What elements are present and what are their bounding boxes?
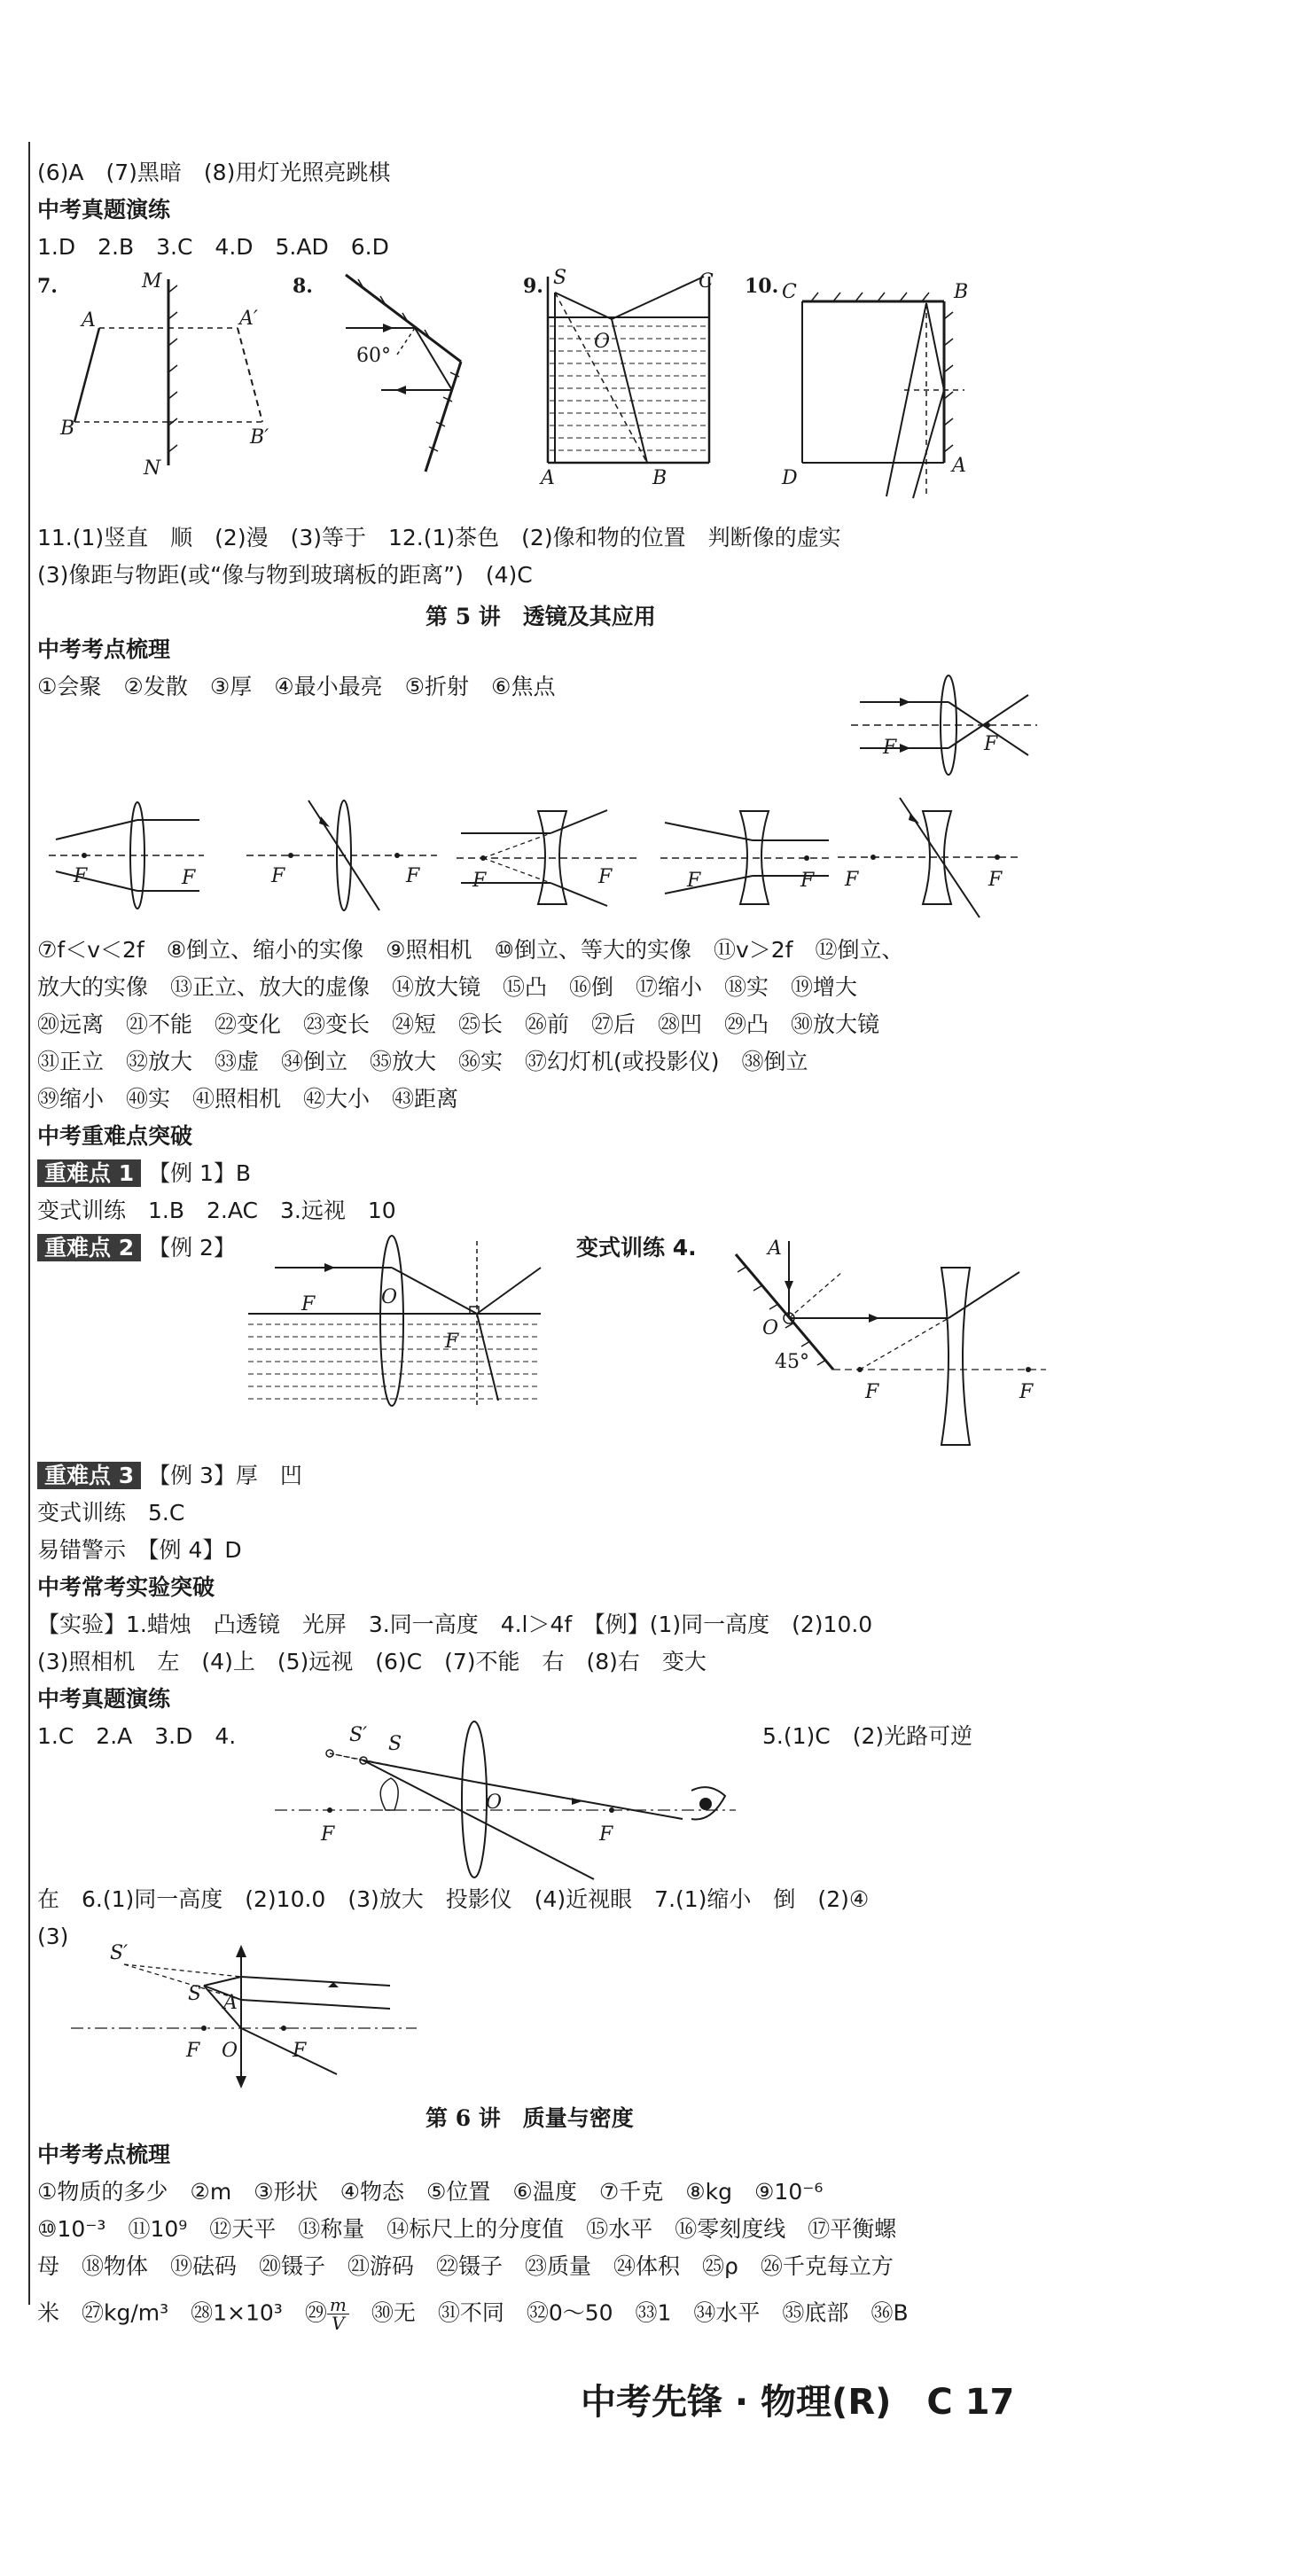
svg-text:C: C [699, 270, 714, 293]
svg-text:C: C [782, 281, 797, 303]
svg-text:B: B [652, 467, 668, 489]
section-heading: 中考常考实验突破 [37, 1574, 215, 1600]
svg-text:F: F [74, 865, 88, 887]
answer-line: 1.C 2.A 3.D 4. [37, 1723, 237, 1749]
svg-text:B: B [954, 281, 969, 303]
figure-7-plane-mirror [37, 266, 268, 488]
svg-text:F: F [293, 2040, 307, 2062]
svg-text:A′: A′ [239, 308, 258, 330]
svg-text:F: F [800, 870, 815, 892]
svg-text:A: A [541, 467, 555, 489]
svg-text:F: F [883, 737, 897, 759]
key-point-tag: 重难点 1 [37, 1159, 141, 1187]
svg-text:A: A [82, 309, 96, 332]
svg-text:F: F [687, 870, 701, 892]
svg-text:S: S [188, 1983, 202, 2005]
svg-text:O: O [594, 331, 611, 353]
example-2-lens-water-diagram [248, 1232, 550, 1409]
figure-8-two-mirrors [293, 266, 505, 488]
svg-text:F: F [598, 866, 613, 888]
answer-line: 11.(1)竖直 顺 (2)漫 (3)等于 12.(1)茶色 (2)像和物的位置 判断像的虚实 [37, 525, 841, 550]
answer-line: 重难点 1 【例 1】B [37, 1159, 251, 1189]
svg-text:10.: 10. [745, 275, 779, 298]
answer-line: 变式训练 5.C [37, 1500, 185, 1526]
answer-line: 5.(1)C (2)光路可逆 [762, 1723, 973, 1749]
svg-text:F: F [988, 869, 1003, 891]
section-heading: 中考考点梳理 [37, 636, 171, 662]
page-margin-rule [28, 142, 30, 2305]
svg-text:F: F [865, 1381, 879, 1403]
answer-line: 放大的实像 ⑬正立、放大的虚像 ⑭放大镜 ⑮凸 ⑯倒 ⑰缩小 ⑱实 ⑲增大 [37, 974, 858, 1000]
answer-line: ㉛正立 ㉜放大 ㉝虚 ㉞倒立 ㉟放大 ㊱实 ㊲幻灯机(或投影仪) ㊳倒立 [37, 1049, 808, 1074]
svg-text:B: B [60, 418, 75, 440]
svg-text:O: O [486, 1791, 503, 1814]
figure-number: 7. [37, 275, 58, 298]
answer-line: (3)像距与物距(或“像与物到玻璃板的距离”) (4)C [37, 562, 533, 588]
svg-text:F: F [445, 1331, 459, 1353]
convex-lens-diagram [851, 674, 1046, 780]
concave-lens-diagram-5 [838, 793, 1024, 926]
chapter-title: 第 5 讲 透镜及其应用 [425, 604, 656, 629]
answer-line: ①物质的多少 ②m ③形状 ④物态 ⑤位置 ⑥温度 ⑦千克 ⑧kg ⑨10⁻⁶ [37, 2179, 824, 2205]
svg-text:45°: 45° [775, 1351, 809, 1373]
svg-text:F: F [599, 1823, 613, 1846]
svg-text:F: F [271, 865, 285, 887]
svg-text:M: M [142, 270, 162, 293]
svg-text:60°: 60° [356, 345, 391, 367]
answer-line: 【实验】1.蜡烛 凸透镜 光屏 3.同一高度 4.l＞4f 【例】(1)同一高度 (2)10.0 [37, 1612, 873, 1637]
answer-line: 米 ㉗kg/m³ ㉘1×10³ ㉙ $\frac{m}{V}$ ㉚无 ㉛不同 ㉜0～50 ㉝1 ㉞水平 ㉟底部 ㊱B [37, 2294, 909, 2334]
answer-line: 易错警示 【例 4】D [37, 1537, 242, 1563]
section-heading: 中考真题演练 [37, 197, 171, 222]
svg-text:F: F [321, 1823, 335, 1846]
svg-text:F: F [984, 733, 998, 755]
figure-10-mirrors [745, 266, 975, 505]
answer-line: 重难点 2 【例 2】 [37, 1233, 236, 1263]
answer-line: ⑦f＜v＜2f ⑧倒立、缩小的实像 ⑨照相机 ⑩倒立、等大的实像 ⑪v＞2f ⑫倒立、 [37, 937, 904, 963]
question-7-lens-diagram [71, 1932, 425, 2092]
answer-line: 变式训练 4. [576, 1235, 697, 1261]
svg-text:A: A [952, 455, 966, 477]
svg-text:S′: S′ [110, 1942, 129, 1964]
question-4-lens-eye-diagram [275, 1720, 736, 1879]
svg-text:A: A [768, 1237, 782, 1260]
answer-line: (3)照相机 左 (4)上 (5)远视 (6)C (7)不能 右 (8)右 变大 [37, 1649, 707, 1674]
svg-text:S′: S′ [349, 1724, 368, 1746]
section-heading: 中考真题演练 [37, 1686, 171, 1712]
svg-text:9.: 9. [523, 275, 543, 298]
answer-line: 重难点 3 【例 3】厚 凹 [37, 1461, 302, 1491]
svg-text:F: F [1019, 1381, 1034, 1403]
answer-line: (3) [37, 1924, 69, 1949]
answer-line: 在 6.(1)同一高度 (2)10.0 (3)放大 投影仪 (4)近视眼 7.(1)缩小 倒 (2)④ [37, 1886, 870, 1912]
answer-line: 变式训练 1.B 2.AC 3.远视 10 [37, 1198, 396, 1223]
svg-text:8.: 8. [293, 275, 313, 298]
svg-text:F: F [186, 2040, 200, 2062]
answer-line: 1.D 2.B 3.C 4.D 5.AD 6.D [37, 234, 389, 260]
key-point-tag: 重难点 2 [37, 1234, 141, 1261]
variant-4-mirror-lens-diagram [736, 1237, 1064, 1458]
svg-text:S: S [553, 267, 567, 289]
svg-text:F: F [182, 867, 196, 889]
svg-text:N: N [144, 457, 161, 480]
svg-text:A: A [223, 1992, 238, 2014]
answer-line: 母 ⑱物体 ⑲砝码 ⑳镊子 ㉑游码 ㉒镊子 ㉓质量 ㉔体积 ㉕ρ ㉖千克每立方 [37, 2253, 894, 2279]
page-footer: 中考先锋 · 物理(R) C 17 [581, 2382, 1015, 2423]
key-point-tag: 重难点 3 [37, 1462, 141, 1489]
section-heading: 中考考点梳理 [37, 2142, 171, 2167]
svg-text:S: S [388, 1733, 402, 1755]
concave-lens-diagram-3 [457, 807, 643, 913]
svg-text:O: O [381, 1286, 398, 1308]
answer-line: ㊴缩小 ㊵实 ㊶照相机 ㊷大小 ㊸距离 [37, 1086, 459, 1112]
svg-text:B′: B′ [250, 426, 269, 449]
concave-lens-diagram-4 [660, 807, 838, 913]
svg-text:F: F [472, 870, 487, 892]
lens-diagram-1 [49, 793, 208, 917]
lens-diagram-2 [246, 793, 441, 917]
svg-text:O: O [762, 1317, 779, 1339]
answer-line: (6)A (7)黑暗 (8)用灯光照亮跳棋 [37, 160, 391, 185]
svg-text:O: O [222, 2040, 238, 2062]
chapter-title: 第 6 讲 质量与密度 [425, 2105, 634, 2131]
svg-text:F: F [301, 1293, 316, 1315]
answer-line: ⑳远离 ㉑不能 ㉒变化 ㉓变长 ㉔短 ㉕长 ㉖前 ㉗后 ㉘凹 ㉙凸 ㉚放大镜 [37, 1011, 880, 1037]
figure-9-water-tank [523, 266, 736, 488]
answer-line: ⑩10⁻³ ⑪10⁹ ⑫天平 ⑬称量 ⑭标尺上的分度值 ⑮水平 ⑯零刻度线 ⑰平衡螺 [37, 2216, 897, 2242]
density-fraction: $\frac{m}{V}$ [327, 2296, 349, 2332]
svg-text:F: F [845, 869, 859, 891]
answer-line: ①会聚 ②发散 ③厚 ④最小最亮 ⑤折射 ⑥焦点 [37, 674, 556, 699]
section-heading: 中考重难点突破 [37, 1123, 193, 1149]
svg-text:F: F [406, 865, 420, 887]
svg-text:D: D [782, 467, 798, 489]
